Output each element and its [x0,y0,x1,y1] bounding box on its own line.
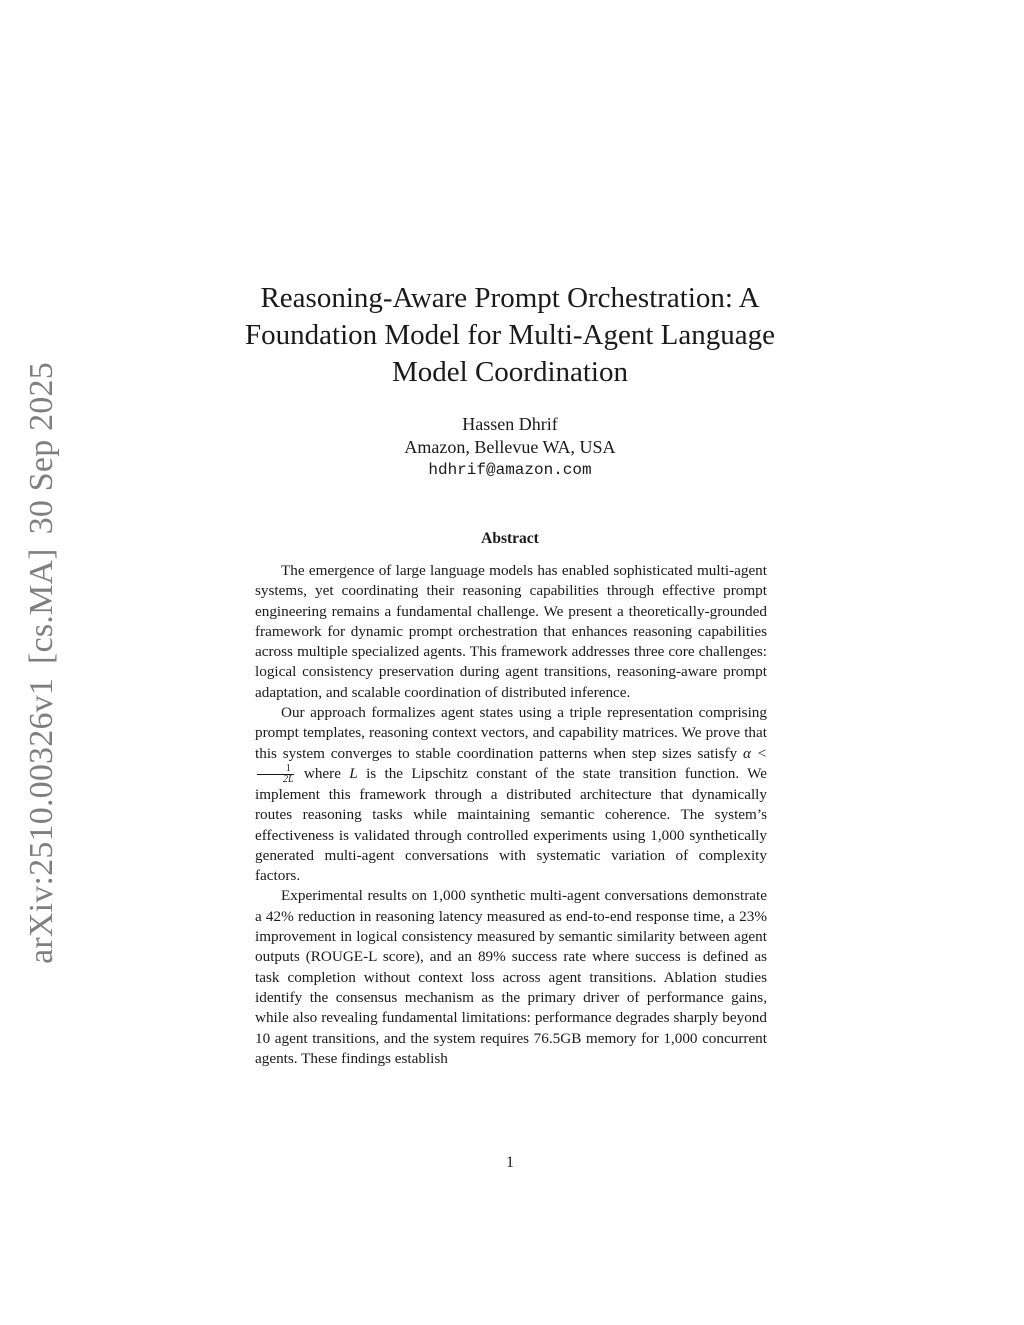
abstract-p2-text-start: Our approach formalizes agent states using a triple representation comprising prompt templates, reasoning context vectors, and capability matrices. We prove that this system converges to stable coordination patterns when step sizes satisfy [255,704,767,762]
arxiv-identifier-stamp [20,362,64,964]
arxiv-category: [cs.MA] [23,548,61,664]
author-block [310,413,710,482]
arxiv-id: arXiv:2510.00326v1 [23,677,61,964]
page-number: 1 [506,1154,514,1171]
abstract-paragraph-1: The emergence of large language models has enabled sophisticated multi-agent systems, yet coordinating their reasoning capabilities through effective prompt engineering remains a fundamental challenge. We present a theoretically-grounded framework for dynamic prompt orchestration that enhances reasoning capabilities across multiple specialized agents. This framework addresses three core challenges: logical consistency preservation during agent transitions, reasoning-aware prompt adaptation, and scalable coordination of distributed inference. [255,562,767,701]
abstract-paragraph-2 [255,703,767,886]
title-line-2: Foundation Model for Multi-Agent Language [245,319,775,351]
math-alpha-inequality: α < [742,744,767,762]
author-email: hdhrif@amazon.com [428,461,592,479]
abstract-body [255,561,767,1069]
arxiv-stamp-text [23,362,61,964]
math-lipschitz-symbol: L [349,764,358,782]
title-line-1: Reasoning-Aware Prompt Orchestration: A [260,282,760,314]
abstract-p2-where: where [303,764,341,782]
abstract-heading: Abstract [481,530,539,547]
author-name: Hassen Dhrif [462,414,558,434]
abstract-p2-text-end: is the Lipschitz constant of the state transition function. We implement this framework through a distributed architecture that dynamically routes reasoning tasks while maintaining semantic coherence. The system’s effectiveness is validated through controlled experiments using 1,000 synthetically generated multi-agent conversations with systematic variation of complexity factors. [255,764,768,885]
fraction-denominator: 2L [283,773,294,785]
math-fraction [257,764,294,785]
fraction-numerator: 1 [257,764,294,775]
author-affiliation: Amazon, Bellevue WA, USA [404,437,616,457]
paper-title [230,280,790,391]
arxiv-date: 30 Sep 2025 [23,362,61,535]
title-line-3: Model Coordination [391,356,628,388]
abstract-paragraph-3: Experimental results on 1,000 synthetic multi-agent conversations demonstrate a 42% reduction in reasoning latency measured as end-to-end response time, a 23% improvement in logical consistency measured by semantic similarity between agent outputs (ROUGE-L score), and an 89% success rate where success is defined as task completion without context loss across agent transitions. Ablation studies identify the consensus mechanism as the primary driver of performance gains, while also revealing fundamental limitations: performance degrades sharply beyond 10 agent transitions, and the system requires 76.5GB memory for 1,000 concurrent agents. These findings establish [255,887,767,1067]
